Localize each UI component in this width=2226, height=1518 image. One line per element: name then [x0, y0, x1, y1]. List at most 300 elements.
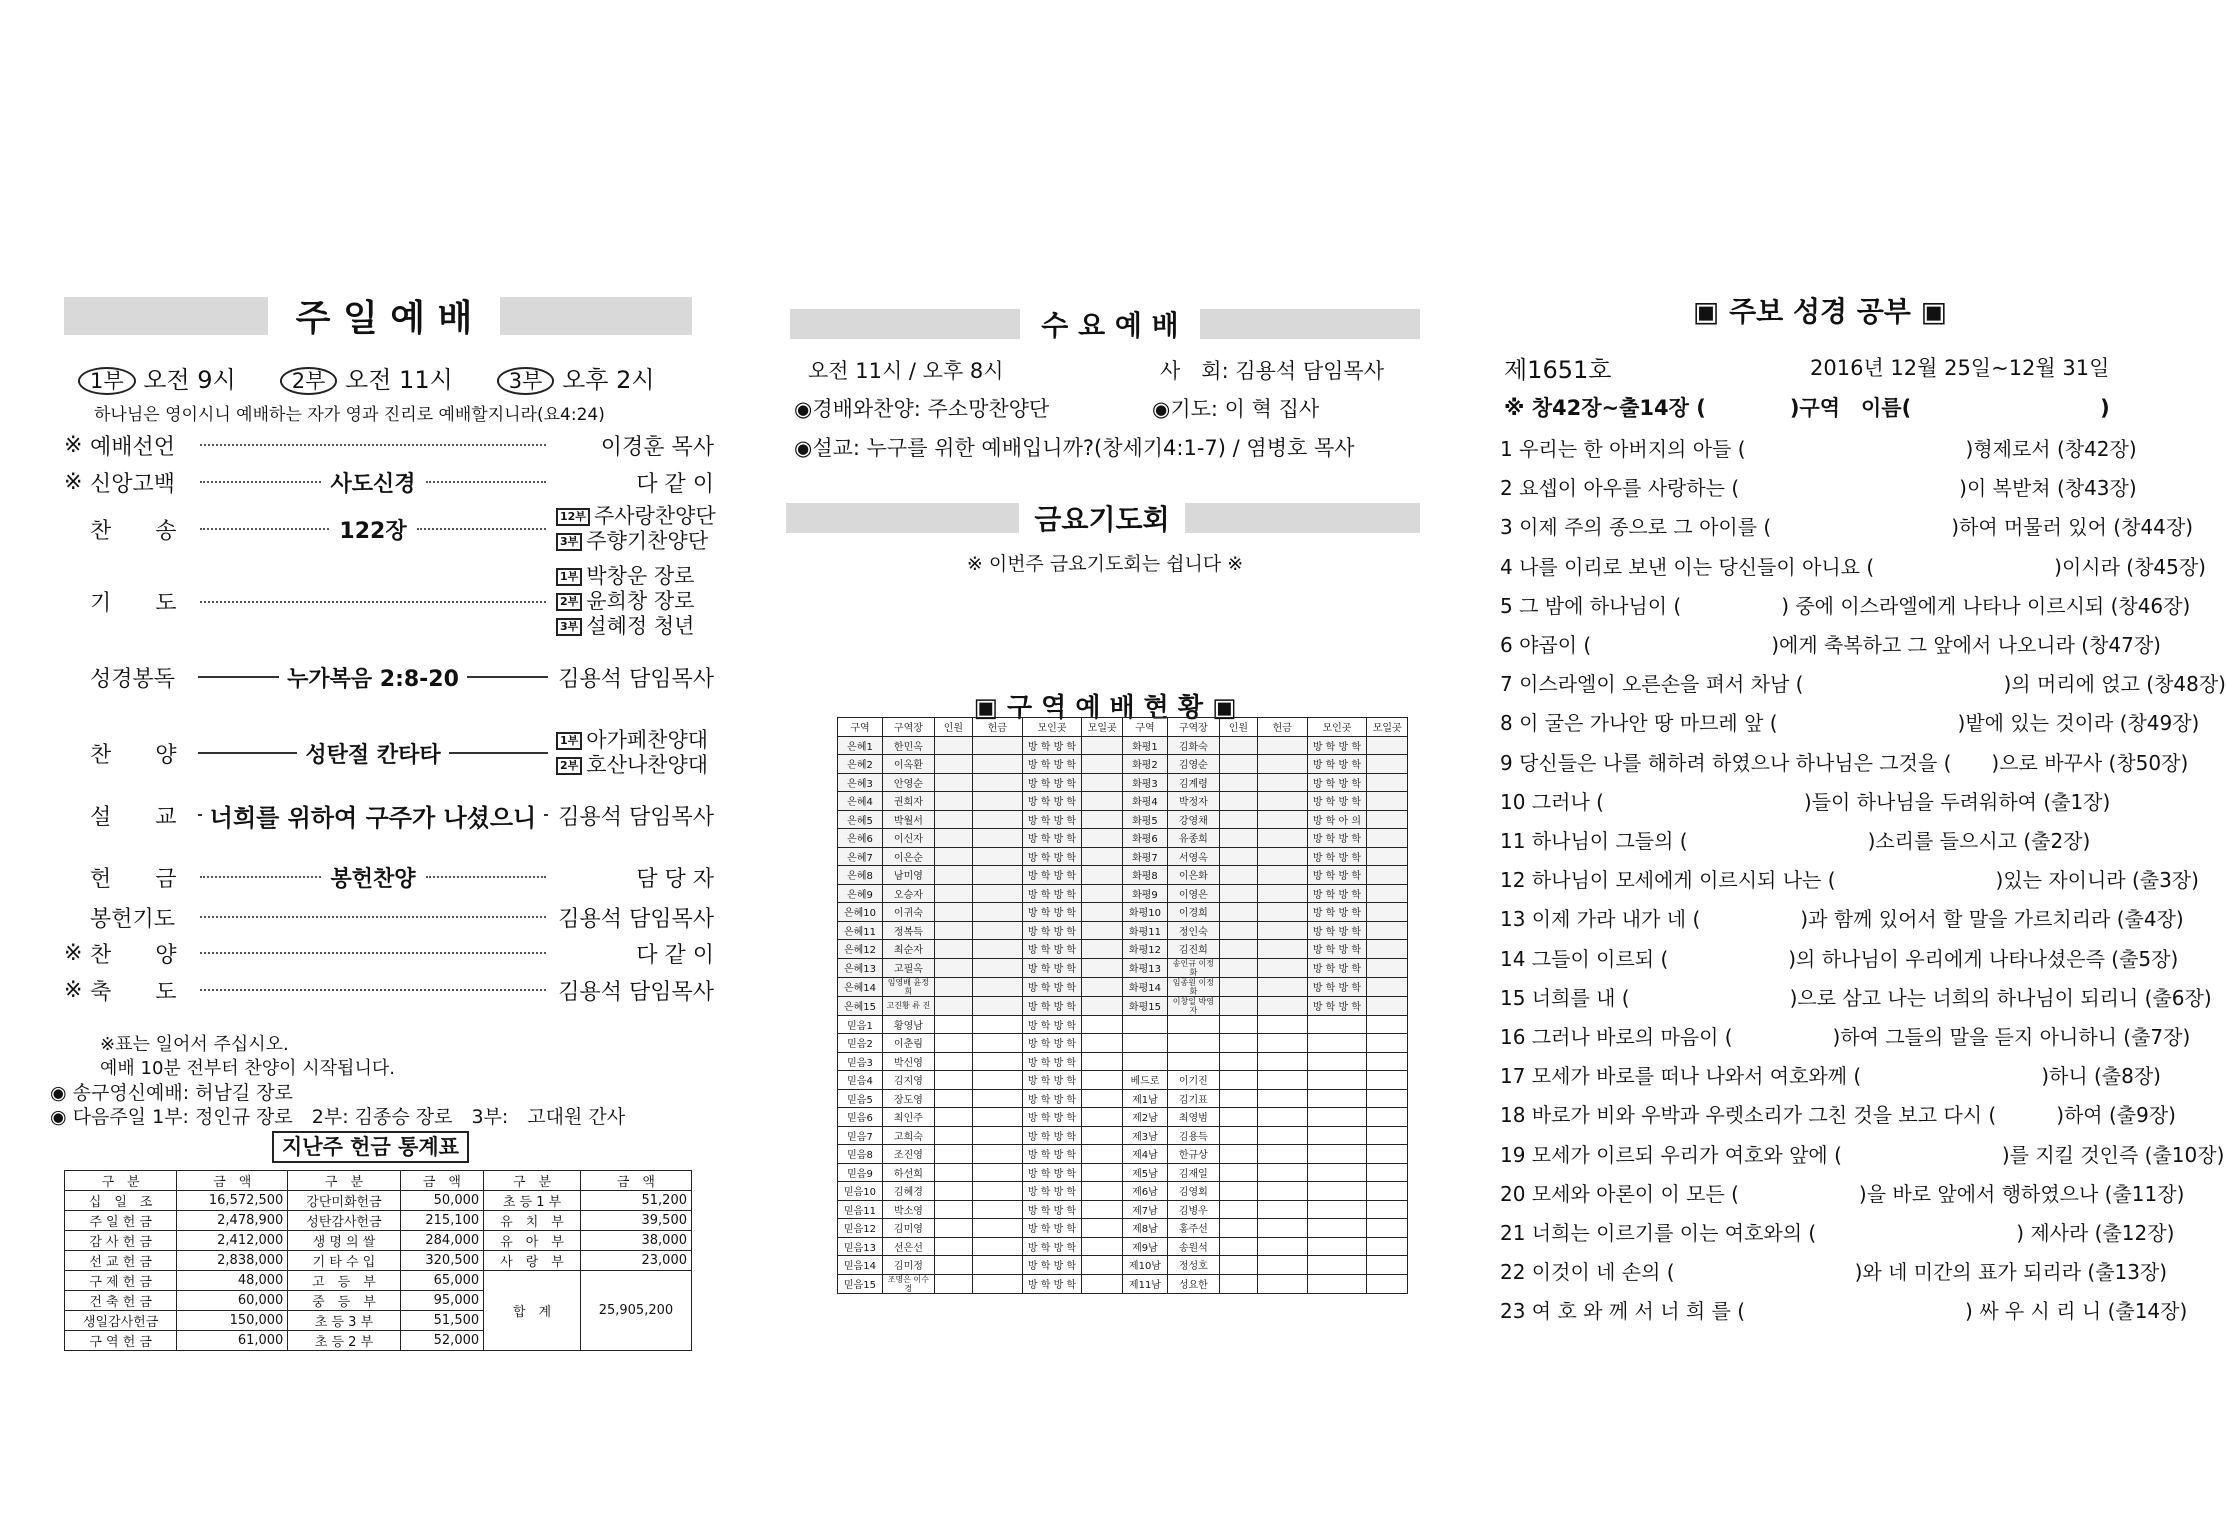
group-cell [1257, 1071, 1307, 1090]
group-header: 헌금 [1257, 718, 1307, 737]
group-header: 모일곳 [1367, 718, 1408, 737]
group-cell [1082, 1237, 1123, 1256]
offering-row [65, 1251, 692, 1271]
offering-amount: 51,500 [400, 1311, 484, 1331]
order-leader: 김용석 담임목사 [558, 666, 715, 692]
offering-category: 기 타 수 입 [288, 1251, 400, 1271]
order-leader: 다 같 이 [636, 471, 715, 497]
group-cell [973, 792, 1023, 811]
group-cell: 강영채 [1167, 810, 1219, 829]
group-cell: 화평12 [1122, 940, 1167, 959]
group-cell: 제4남 [1122, 1145, 1167, 1164]
group-cell [1257, 958, 1307, 977]
group-row [838, 940, 1408, 959]
group-cell: 방 학 방 학 [1022, 829, 1082, 848]
group-cell: 방 학 방 학 [1022, 1071, 1082, 1090]
group-cell [1219, 1034, 1257, 1053]
order-item [64, 800, 714, 830]
group-cell: 김진희 [1167, 940, 1219, 959]
group-cell [1219, 1163, 1257, 1182]
group-cell [1257, 903, 1307, 922]
study-question: 11 하나님이 그들의 ( )소리를 들으시고 (출2장) [1500, 829, 2091, 853]
group-cell [1257, 1237, 1307, 1256]
group-cell: 은혜4 [838, 792, 883, 811]
group-cell [1219, 977, 1257, 996]
group-cell: 화평1 [1122, 736, 1167, 755]
group-cell: 박월서 [883, 810, 935, 829]
group-header: 모인곳 [1307, 718, 1367, 737]
wednesday-prayer: ◉기도: 이 혁 집사 [1152, 397, 1320, 421]
offering-amount: 2,412,000 [177, 1231, 288, 1251]
wednesday-title: 수 요 예 배 [1020, 309, 1200, 339]
group-cell [1122, 1034, 1167, 1053]
offering-amount: 23,000 [580, 1251, 691, 1271]
group-row [838, 847, 1408, 866]
group-row [838, 1200, 1408, 1219]
study-question: 1 우리는 한 아버지의 아들 ( )형제로서 (창42장) [1500, 437, 2137, 461]
group-cell: 이춘림 [883, 1034, 935, 1053]
study-question: 6 야곱이 ( )에게 축복하고 그 앞에서 나오니라 (창47장) [1500, 633, 2161, 657]
leader-line [200, 601, 546, 603]
offering-row [65, 1211, 692, 1231]
part-badge: 1부 [556, 732, 582, 750]
group-cell [1219, 1089, 1257, 1108]
group-cell: 이기진 [1167, 1071, 1219, 1090]
study-range: ※ 창42장~출14장 ( )구역 이름( ) [1504, 396, 2110, 420]
service-time-2: 2부 오전 11시 [280, 360, 453, 395]
group-cell [1082, 1015, 1123, 1034]
group-cell [1219, 1219, 1257, 1238]
order-label: 성경봉독 [90, 666, 176, 692]
group-cell [1219, 866, 1257, 885]
group-cell [934, 773, 972, 792]
order-label: 기 도 [90, 591, 177, 616]
order-label: 찬 양 [90, 742, 177, 768]
group-cell [973, 847, 1023, 866]
group-row [838, 977, 1408, 996]
group-cell [1082, 1126, 1123, 1145]
group-row [838, 1015, 1408, 1034]
offering-amount: 95,000 [400, 1291, 484, 1311]
leader-line [449, 752, 548, 754]
group-cell [1219, 1071, 1257, 1090]
study-date: 2016년 12월 25일~12월 31일 [1810, 356, 2110, 380]
group-cell [1219, 1237, 1257, 1256]
group-cell [1219, 884, 1257, 903]
group-cell: 화평7 [1122, 847, 1167, 866]
offering-category: 생일감사헌금 [65, 1311, 177, 1331]
offering-total-label: 합 계 [484, 1271, 581, 1351]
order-leaders [556, 564, 714, 639]
group-cell: 방 학 방 학 [1022, 1089, 1082, 1108]
offering-table [64, 1170, 692, 1351]
praise-note: 예배 10분 전부터 찬양이 시작됩니다. [100, 1058, 395, 1079]
offering-category: 감 사 헌 금 [65, 1231, 177, 1251]
group-cell: 조명은 이수경 [883, 1274, 935, 1293]
standing-mark: ※ [64, 977, 83, 1003]
leader-name: 호산나찬양대 [586, 753, 709, 777]
group-cell: 화평11 [1122, 921, 1167, 940]
group-cell [1367, 829, 1408, 848]
group-header: 구역 [1122, 718, 1167, 737]
study-question: 19 모세가 이르되 우리가 여호와 앞에 ( )를 지킬 것인즉 (출10장) [1500, 1142, 2225, 1167]
group-cell: 믿음14 [838, 1256, 883, 1275]
wednesday-host: 사 회: 김용석 담임목사 [1160, 359, 1384, 383]
group-cell [1219, 1052, 1257, 1071]
wednesday-time: 오전 11시 / 오후 8시 [808, 359, 1004, 383]
group-cell [1082, 921, 1123, 940]
offering-amount: 215,100 [400, 1211, 484, 1231]
group-cell [1307, 1256, 1367, 1275]
offering-amount: 2,838,000 [177, 1251, 288, 1271]
group-cell: 이신자 [883, 829, 935, 848]
group-cell [973, 1071, 1023, 1090]
offering-category: 구 역 헌 금 [65, 1331, 177, 1351]
group-cell [973, 1108, 1023, 1127]
group-cell [973, 977, 1023, 996]
group-cell: 정성호 [1167, 1256, 1219, 1275]
group-cell: 권희자 [883, 792, 935, 811]
group-cell: 방 학 아 의 [1307, 810, 1367, 829]
group-cell: 김영회 [1167, 1182, 1219, 1201]
leader-line [198, 752, 297, 754]
study-question: 16 그러나 바로의 마음이 ( )하여 그들의 말을 듣지 아니하니 (출7장) [1500, 1025, 2191, 1049]
group-cell: 송인규 이정화 [1167, 958, 1219, 977]
group-cell [934, 1126, 972, 1145]
group-cell: 임영배 윤정희 [883, 977, 935, 996]
offering-total-label: 25,905,200 [580, 1271, 691, 1351]
service-badge: 2부 [280, 367, 338, 395]
order-content: 성탄절 칸타타 [305, 742, 441, 768]
leader-name: 박창운 장로 [586, 564, 695, 588]
leader-line [544, 814, 548, 816]
group-cell [1082, 977, 1123, 996]
order-label: 설 교 [90, 804, 177, 830]
group-cell: 은혜5 [838, 810, 883, 829]
group-cell [973, 958, 1023, 977]
order-leader [556, 504, 714, 529]
offering-category: 생 명 의 쌀 [288, 1231, 400, 1251]
group-cell: 이귀숙 [883, 903, 935, 922]
group-row [838, 1052, 1408, 1071]
group-cell: 은혜6 [838, 829, 883, 848]
group-cell: 화평13 [1122, 958, 1167, 977]
order-leader [556, 529, 714, 554]
offering-amount: 284,000 [400, 1231, 484, 1251]
group-row [838, 1071, 1408, 1090]
friday-header [786, 503, 1420, 536]
group-cell [973, 1145, 1023, 1164]
group-cell: 화평3 [1122, 773, 1167, 792]
group-cell [1082, 847, 1123, 866]
group-cell: 최인주 [883, 1108, 935, 1127]
group-row [838, 958, 1408, 977]
offering-category: 십 일 조 [65, 1191, 177, 1211]
group-cell [934, 884, 972, 903]
group-cell: 고희숙 [883, 1126, 935, 1145]
group-cell: 은혜7 [838, 847, 883, 866]
group-cell: 고진황 류 진 [883, 996, 935, 1015]
group-cell [934, 1163, 972, 1182]
group-header: 구역장 [883, 718, 935, 737]
group-cell [973, 1034, 1023, 1053]
group-cell [1367, 1182, 1408, 1201]
group-cell [1082, 1145, 1123, 1164]
group-cell [973, 755, 1023, 774]
group-cell: 남미영 [883, 866, 935, 885]
group-cell: 믿음6 [838, 1108, 883, 1127]
group-cell [1367, 1108, 1408, 1127]
group-cell [1257, 1182, 1307, 1201]
group-cell: 방 학 방 학 [1022, 792, 1082, 811]
group-cell: 방 학 방 학 [1307, 773, 1367, 792]
group-cell [934, 736, 972, 755]
group-row [838, 755, 1408, 774]
standing-mark: ※ [64, 469, 83, 495]
group-cell [1257, 1274, 1307, 1293]
group-cell [1082, 810, 1123, 829]
group-cell [973, 1274, 1023, 1293]
order-label: 헌 금 [90, 866, 177, 892]
group-cell: 박소영 [883, 1200, 935, 1219]
order-leader: 다 같 이 [636, 942, 714, 968]
order-leader: 이경훈 목사 [600, 434, 714, 460]
study-question: 8 이 굴은 가나안 땅 마므레 앞 ( )밭에 있는 것이라 (창49장) [1500, 711, 2200, 736]
order-content: 너희를 위하여 구주가 나셨으니 [209, 803, 537, 832]
group-cell: 방 학 방 학 [1022, 940, 1082, 959]
group-cell: 방 학 방 학 [1022, 903, 1082, 922]
order-leader: 김용석 담임목사 [558, 979, 714, 1005]
group-cell [973, 903, 1023, 922]
group-cell: 방 학 방 학 [1022, 773, 1082, 792]
announcement-2: ◉ 다음주일 1부: 정인규 장로 2부: 김종승 장로 3부: 고대원 간사 [50, 1106, 626, 1128]
group-cell [1257, 847, 1307, 866]
group-cell [934, 1071, 972, 1090]
service-badge: 3부 [497, 367, 555, 395]
group-cell: 방 학 방 학 [1307, 755, 1367, 774]
order-leader [556, 753, 714, 778]
group-cell: 방 학 방 학 [1307, 977, 1367, 996]
question-list [1500, 433, 2226, 1333]
group-cell [934, 847, 972, 866]
group-cell [1082, 736, 1123, 755]
group-cell: 믿음4 [838, 1071, 883, 1090]
group-cell [1257, 773, 1307, 792]
group-cell: 김미정 [883, 1256, 935, 1275]
group-cell [934, 866, 972, 885]
leader-line [200, 876, 321, 878]
offering-amount: 39,500 [580, 1211, 691, 1231]
order-label: 봉헌기도 [90, 906, 176, 932]
study-question: 9 당신들은 나를 해하려 하였으나 하나님은 그것을 ( )으로 바꾸사 (창50장) [1500, 750, 2189, 775]
leader-name: 주향기찬양단 [586, 529, 708, 553]
group-cell [1257, 1034, 1307, 1053]
group-cell [1219, 1200, 1257, 1219]
group-cell [1367, 1274, 1408, 1293]
group-header: 모인곳 [1022, 718, 1082, 737]
group-cell [1367, 1034, 1408, 1053]
group-cell [1082, 1182, 1123, 1201]
order-content: 122장 [339, 518, 407, 544]
offering-category: 구 제 헌 금 [65, 1271, 177, 1291]
group-cell [934, 829, 972, 848]
part-badge: 3부 [556, 533, 582, 551]
group-cell: 믿음2 [838, 1034, 883, 1053]
service-badge: 1부 [78, 367, 136, 395]
order-item [64, 728, 714, 778]
group-cell [934, 921, 972, 940]
leader-line [198, 814, 202, 816]
group-cell [973, 1200, 1023, 1219]
group-cell: 성요한 [1167, 1274, 1219, 1293]
study-question: 3 이제 주의 종으로 그 아이를 ( )하여 머물러 있어 (창44장) [1500, 515, 2194, 540]
group-cell: 선은선 [883, 1237, 935, 1256]
group-cell: 이은화 [1167, 866, 1219, 885]
group-cell [1307, 1200, 1367, 1219]
group-cell: 김계령 [1167, 773, 1219, 792]
offering-row [65, 1231, 692, 1251]
group-cell: 서영옥 [1167, 847, 1219, 866]
group-cell: 최영범 [1167, 1108, 1219, 1127]
group-cell: 은혜2 [838, 755, 883, 774]
offering-amount: 2,478,900 [177, 1211, 288, 1231]
group-cell [973, 1256, 1023, 1275]
group-cell: 방 학 방 학 [1307, 921, 1367, 940]
group-cell [973, 1126, 1023, 1145]
study-question: 15 너희를 내 ( )으로 삼고 나는 너희의 하나님이 되리니 (출6장) [1500, 985, 2212, 1010]
group-cell [1167, 1052, 1219, 1071]
group-cell [1367, 1015, 1408, 1034]
group-cell [934, 996, 972, 1015]
group-cell [934, 810, 972, 829]
group-cell [934, 977, 972, 996]
group-cell: 김혜경 [883, 1182, 935, 1201]
order-leader [556, 728, 714, 753]
group-cell: 유종희 [1167, 829, 1219, 848]
group-cell [1082, 866, 1123, 885]
offering-header: 구 분 [65, 1171, 177, 1191]
sunday-title: 주 일 예 배 [268, 291, 500, 339]
group-cell: 송원석 [1167, 1237, 1219, 1256]
group-cell: 정인숙 [1167, 921, 1219, 940]
group-cell [1307, 1015, 1367, 1034]
group-cell: 방 학 방 학 [1022, 1237, 1082, 1256]
group-cell [1307, 1219, 1367, 1238]
group-cell [1082, 829, 1123, 848]
offering-category: 사 랑 부 [484, 1251, 581, 1271]
group-cell [934, 792, 972, 811]
group-cell [934, 1052, 972, 1071]
group-cell [1219, 1274, 1257, 1293]
group-cell: 방 학 방 학 [1307, 940, 1367, 959]
order-label: 찬 송 [90, 518, 177, 544]
group-cell [1082, 1052, 1123, 1071]
group-cell [1082, 940, 1123, 959]
group-cell: 방 학 방 학 [1022, 921, 1082, 940]
group-cell [1367, 736, 1408, 755]
group-row [838, 1256, 1408, 1275]
group-cell: 김용득 [1167, 1126, 1219, 1145]
group-cell: 방 학 방 학 [1022, 1145, 1082, 1164]
offering-category: 건 축 헌 금 [65, 1291, 177, 1311]
leader-line [200, 989, 546, 991]
part-badge: 2부 [556, 593, 582, 611]
issue-number: 제1651호 [1504, 356, 1612, 384]
offering-title: 지난주 헌금 통계표 [272, 1131, 469, 1163]
group-header: 인원 [1219, 718, 1257, 737]
group-cell [1257, 921, 1307, 940]
group-cell: 장도영 [883, 1089, 935, 1108]
group-cell [934, 958, 972, 977]
order-item [64, 504, 714, 554]
group-cell: 은혜3 [838, 773, 883, 792]
announcement-1: ◉ 송구영신예배: 허남길 장로 [50, 1082, 293, 1104]
group-cell [1219, 903, 1257, 922]
group-cell [934, 1015, 972, 1034]
group-cell [1082, 884, 1123, 903]
group-cell: 방 학 방 학 [1022, 1126, 1082, 1145]
order-label: 축 도 [90, 979, 177, 1005]
group-cell: 방 학 방 학 [1307, 884, 1367, 903]
group-cell: 김영순 [1167, 755, 1219, 774]
group-title: ▣ 구 역 예 배 현 황 ▣ [973, 693, 1237, 723]
group-row [838, 792, 1408, 811]
group-cell: 은혜9 [838, 884, 883, 903]
group-cell: 화평15 [1122, 996, 1167, 1015]
group-cell: 안영순 [883, 773, 935, 792]
order-item [64, 902, 714, 932]
group-row [838, 1089, 1408, 1108]
group-cell [1219, 792, 1257, 811]
offering-category: 중 등 부 [288, 1291, 400, 1311]
group-cell [1082, 1256, 1123, 1275]
group-header-row [838, 718, 1408, 737]
group-cell [1367, 1145, 1408, 1164]
group-cell [1367, 903, 1408, 922]
group-cell [1082, 1274, 1123, 1293]
group-cell [973, 736, 1023, 755]
group-cell: 김병우 [1167, 1200, 1219, 1219]
group-cell [1082, 1071, 1123, 1090]
offering-amount: 61,000 [177, 1331, 288, 1351]
group-cell: 제2남 [1122, 1108, 1167, 1127]
order-content: 누가복음 2:8-20 [287, 666, 459, 692]
group-cell [1122, 1015, 1167, 1034]
group-cell [1219, 773, 1257, 792]
group-cell: 제6남 [1122, 1182, 1167, 1201]
group-cell: 은혜13 [838, 958, 883, 977]
offering-amount: 50,000 [400, 1191, 484, 1211]
group-cell: 화평10 [1122, 903, 1167, 922]
leader-line [198, 676, 279, 678]
group-cell [973, 866, 1023, 885]
offering-header-row [65, 1171, 692, 1191]
group-cell: 이경희 [1167, 903, 1219, 922]
group-cell [1307, 1126, 1367, 1145]
order-label: 예배선언 [90, 434, 176, 460]
group-cell [1307, 1108, 1367, 1127]
group-cell [1307, 1182, 1367, 1201]
part-badge: 3부 [556, 618, 582, 636]
group-row [838, 921, 1408, 940]
group-cell: 방 학 방 학 [1022, 1163, 1082, 1182]
group-cell [1257, 1256, 1307, 1275]
group-cell [1307, 1145, 1367, 1164]
group-cell: 은혜1 [838, 736, 883, 755]
offering-category: 고 등 부 [288, 1271, 400, 1291]
offering-category: 강단미화헌금 [288, 1191, 400, 1211]
leader-name: 설혜정 청년 [586, 614, 695, 638]
